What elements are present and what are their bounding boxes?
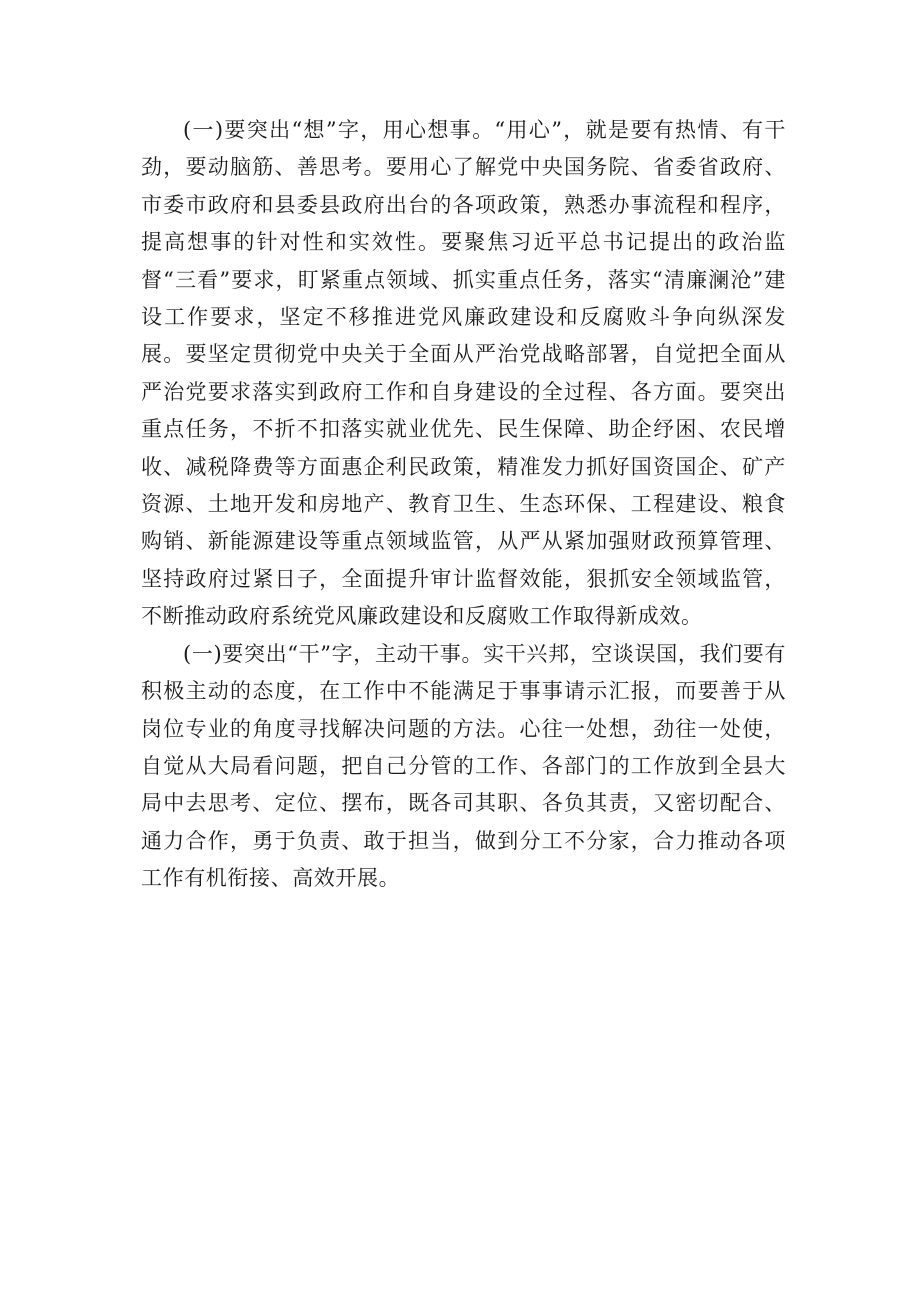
paragraph-think: (一)要突出“想”字，用心想事。“用心”，就是要有热情、有干劲，要动脑筋、善思考。要用心了解党中央国务院、省委省政府、市委市政府和县委县政府出台的各项政策，熟悉办事流程和程序，提高想事的针对性和实效性。要聚焦习近平总书记提出的政治监督“三看”要求，盯紧重点领域、抓实重点任务，落实“清廉澜沧”建设工作要求，坚定不移推进党风廉政建设和反腐败斗争向纵深发展。要坚定贯彻党中央关于全面从严治党战略部署，自觉把全面从严治党要求落实到政府工作和自身建设的全过程、各方面。要突出重点任务，不折不扣落实就业优先、民生保障、助企纾困、农民增收、减税降费等方面惠企利民政策，精准发力抓好国资国企、矿产资源、土地开发和房地产、教育卫生、生态环保、工程建设、粮食购销、新能源建设等重点领域监管，从严从紧加强财政预算管理、坚持政府过紧日子，全面提升审计监督效能，狠抓安全领域监管，不断推动政府系统党风廉政建设和反腐败工作取得新成效。 bbox=[141, 118, 786, 629]
document-body bbox=[141, 112, 786, 898]
paragraph-act: (一)要突出“干”字，主动干事。实干兴邦，空谈误国，我们要有积极主动的态度，在工作中不能满足于事事请示汇报，而要善于从岗位专业的角度寻找解决问题的方法。心往一处想，劲往一处使，自觉从大局看问题，把自己分管的工作、各部门的工作放到全县大局中去思考、定位、摆布，既各司其职、各负其责，又密切配合、通力合作，勇于负责、敢于担当，做到分工不分家，合力推动各项工作有机衔接、高效开展。 bbox=[141, 641, 786, 891]
